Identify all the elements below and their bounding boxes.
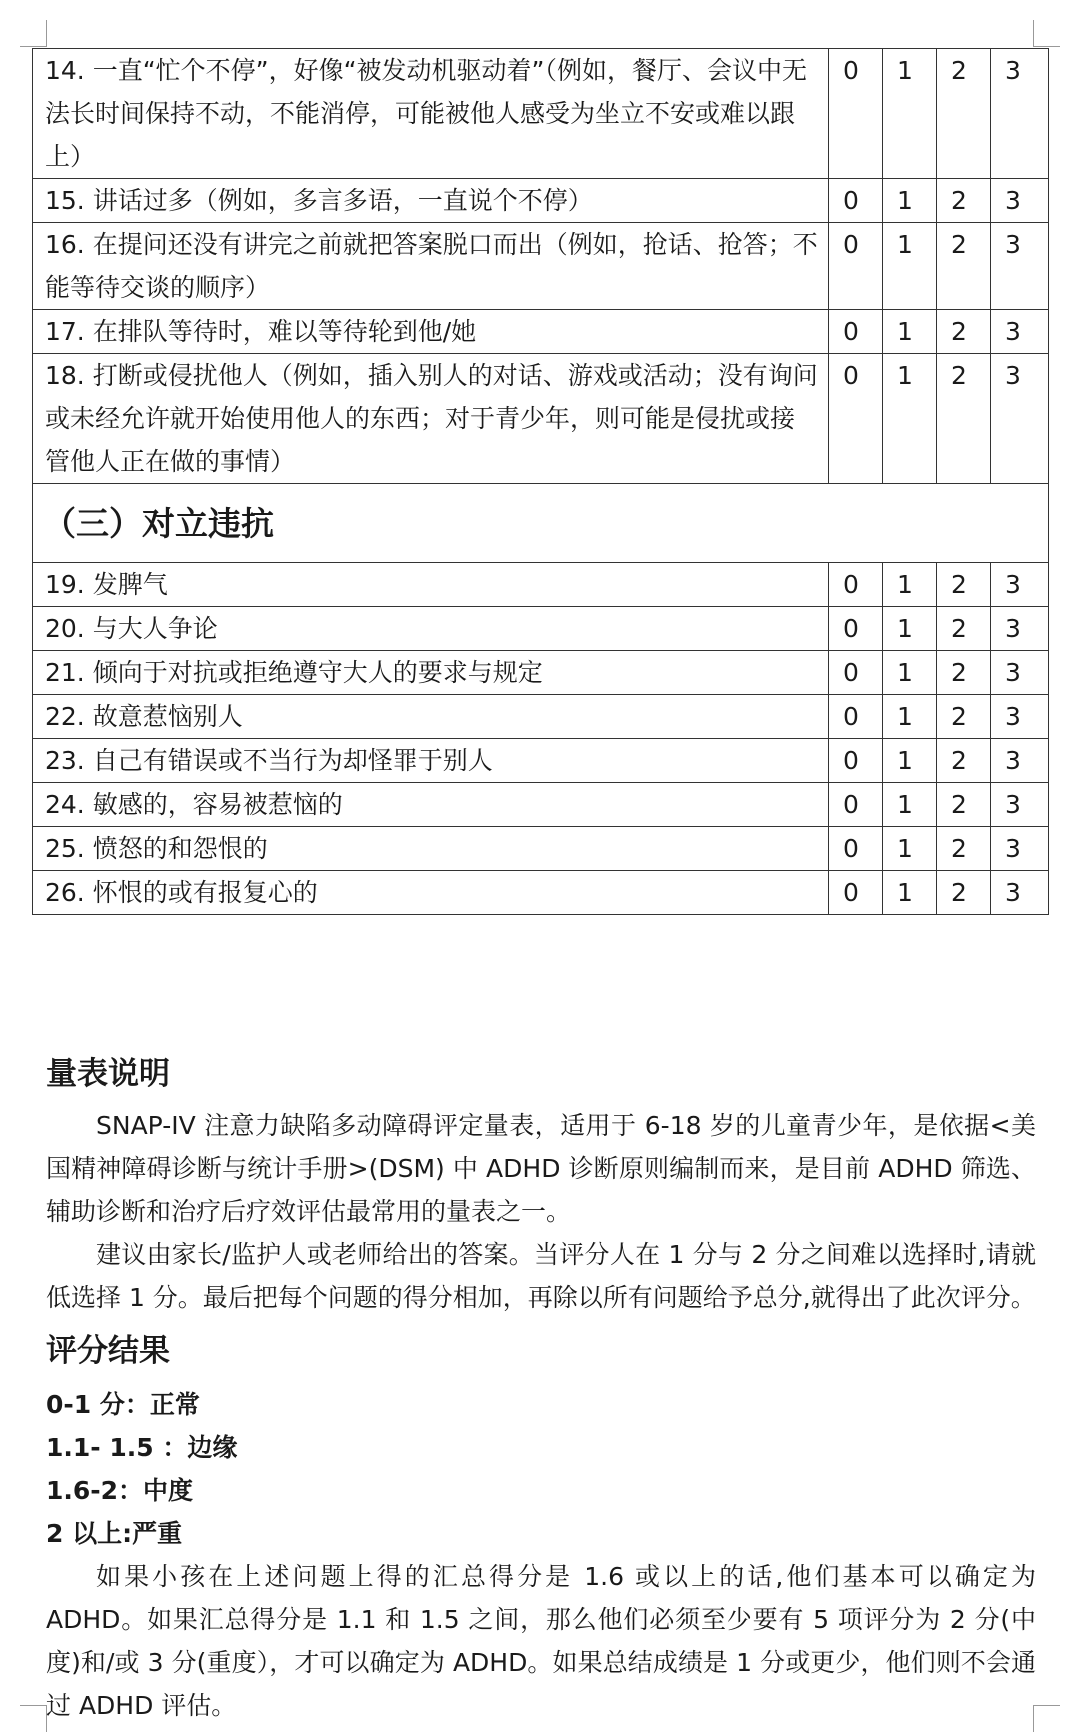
- table-row: [33, 827, 1049, 871]
- score-cell: 2: [937, 354, 991, 484]
- score-cell: 1: [883, 695, 937, 739]
- table-row: [33, 739, 1049, 783]
- score-cell: 1: [883, 783, 937, 827]
- score-cell: 1: [883, 223, 937, 310]
- score-cell: 0: [829, 223, 883, 310]
- crop-mark-bottom-right: [1033, 1705, 1060, 1732]
- score-cell: 2: [937, 871, 991, 915]
- score-cell: 3: [991, 310, 1049, 354]
- score-cell: 2: [937, 223, 991, 310]
- rating-scale-table: [32, 48, 1049, 915]
- score-cell: 3: [991, 651, 1049, 695]
- score-cell: 3: [991, 223, 1049, 310]
- score-cell: 2: [937, 179, 991, 223]
- score-cell: 2: [937, 49, 991, 179]
- score-cell: 2: [937, 739, 991, 783]
- question-text: 20. 与大人争论: [33, 607, 829, 651]
- crop-mark-bottom-left: [20, 1705, 47, 1732]
- question-text: 15. 讲话过多（例如，多言多语，一直说个不停）: [33, 179, 829, 223]
- score-cell: 0: [829, 827, 883, 871]
- table-row: [33, 651, 1049, 695]
- section-title: （三）对立违抗: [33, 484, 1049, 563]
- table-row: [33, 871, 1049, 915]
- notes-section: [46, 1050, 1036, 1727]
- table-row: [33, 354, 1049, 484]
- question-text: 26. 怀恨的或有报复心的: [33, 871, 829, 915]
- question-text: 16. 在提问还没有讲完之前就把答案脱口而出（例如，抢话、抢答；不能等待交谈的顺序）: [33, 223, 829, 310]
- score-cell: 3: [991, 563, 1049, 607]
- score-cell: 2: [937, 310, 991, 354]
- score-cell: 3: [991, 871, 1049, 915]
- crop-mark-top-right: [1033, 20, 1060, 47]
- score-cell: 3: [991, 739, 1049, 783]
- score-cell: 0: [829, 651, 883, 695]
- table-row: [33, 179, 1049, 223]
- question-text: 14. 一直“忙个不停”，好像“被发动机驱动着”（例如，餐厅、会议中无法长时间保持不动，不能消停，可能被他人感受为坐立不安或难以跟上）: [33, 49, 829, 179]
- table-row: [33, 695, 1049, 739]
- score-cell: 2: [937, 563, 991, 607]
- question-text: 24. 敏感的，容易被惹恼的: [33, 783, 829, 827]
- table-row: [33, 310, 1049, 354]
- score-cell: 0: [829, 354, 883, 484]
- question-text: 18. 打断或侵扰他人（例如，插入别人的对话、游戏或活动；没有询问或未经允许就开始使用他人的东西；对于青少年，则可能是侵扰或接管他人正在做的事情）: [33, 354, 829, 484]
- score-cell: 1: [883, 354, 937, 484]
- explanation-paragraph: SNAP-IV 注意力缺陷多动障碍评定量表，适用于 6-18 岁的儿童青少年，是依据<美国精神障碍诊断与统计手册>(DSM) 中 ADHD 诊断原则编制而来，是目前 ADHD 筛选、辅助诊断和治疗后疗效评估最常用的量表之一。: [46, 1111, 1036, 1226]
- results-conclusion: 如果小孩在上述问题上得的汇总得分是 1.6 或以上的话,他们基本可以确定为 ADHD。如果汇总得分是 1.1 和 1.5 之间，那么他们必须至少要有 5 项评分为 2 分(中度)和/或 3 分(重度），才可以确定为 ADHD。如果总结成绩是 1 分或更少，他们则不会通过 ADHD 评估。: [46, 1562, 1036, 1720]
- score-cell: 3: [991, 607, 1049, 651]
- score-cell: 3: [991, 695, 1049, 739]
- results-heading: 评分结果: [46, 1333, 170, 1369]
- score-cell: 2: [937, 695, 991, 739]
- score-cell: 2: [937, 783, 991, 827]
- score-cell: 0: [829, 871, 883, 915]
- score-cell: 0: [829, 310, 883, 354]
- score-cell: 1: [883, 739, 937, 783]
- question-text: 19. 发脾气: [33, 563, 829, 607]
- crop-mark-top-left: [20, 20, 47, 47]
- result-range: 0-1 分：正常: [46, 1390, 200, 1419]
- explanation-heading: 量表说明: [46, 1056, 170, 1092]
- question-text: 22. 故意惹恼别人: [33, 695, 829, 739]
- result-range: 1.6-2：中度: [46, 1476, 194, 1505]
- table-row: [33, 607, 1049, 651]
- question-text: 17. 在排队等待时，难以等待轮到他/她: [33, 310, 829, 354]
- score-cell: 1: [883, 49, 937, 179]
- score-cell: 0: [829, 739, 883, 783]
- score-cell: 1: [883, 651, 937, 695]
- score-cell: 2: [937, 607, 991, 651]
- table-row: [33, 783, 1049, 827]
- explanation-paragraph: 建议由家长/监护人或老师给出的答案。当评分人在 1 分与 2 分之间难以选择时,请就低选择 1 分。最后把每个问题的得分相加，再除以所有问题给予总分,就得出了此次评分。: [46, 1240, 1036, 1312]
- score-cell: 1: [883, 607, 937, 651]
- score-cell: 0: [829, 783, 883, 827]
- question-text: 23. 自己有错误或不当行为却怪罪于别人: [33, 739, 829, 783]
- score-cell: 1: [883, 871, 937, 915]
- score-cell: 0: [829, 563, 883, 607]
- table-row: [33, 223, 1049, 310]
- score-cell: 3: [991, 783, 1049, 827]
- score-cell: 1: [883, 179, 937, 223]
- question-text: 25. 愤怒的和怨恨的: [33, 827, 829, 871]
- score-cell: 3: [991, 354, 1049, 484]
- score-cell: 3: [991, 179, 1049, 223]
- score-cell: 0: [829, 695, 883, 739]
- score-cell: 1: [883, 310, 937, 354]
- score-cell: 3: [991, 49, 1049, 179]
- score-cell: 3: [991, 827, 1049, 871]
- score-cell: 0: [829, 49, 883, 179]
- question-text: 21. 倾向于对抗或拒绝遵守大人的要求与规定: [33, 651, 829, 695]
- score-cell: 1: [883, 563, 937, 607]
- table-row: [33, 49, 1049, 179]
- score-cell: 0: [829, 607, 883, 651]
- result-range: 2 以上:严重: [46, 1519, 183, 1548]
- table-row: [33, 563, 1049, 607]
- section-row: [33, 484, 1049, 563]
- score-cell: 0: [829, 179, 883, 223]
- score-cell: 2: [937, 651, 991, 695]
- result-range: 1.1- 1.5 ：边缘: [46, 1433, 238, 1462]
- score-cell: 2: [937, 827, 991, 871]
- score-cell: 1: [883, 827, 937, 871]
